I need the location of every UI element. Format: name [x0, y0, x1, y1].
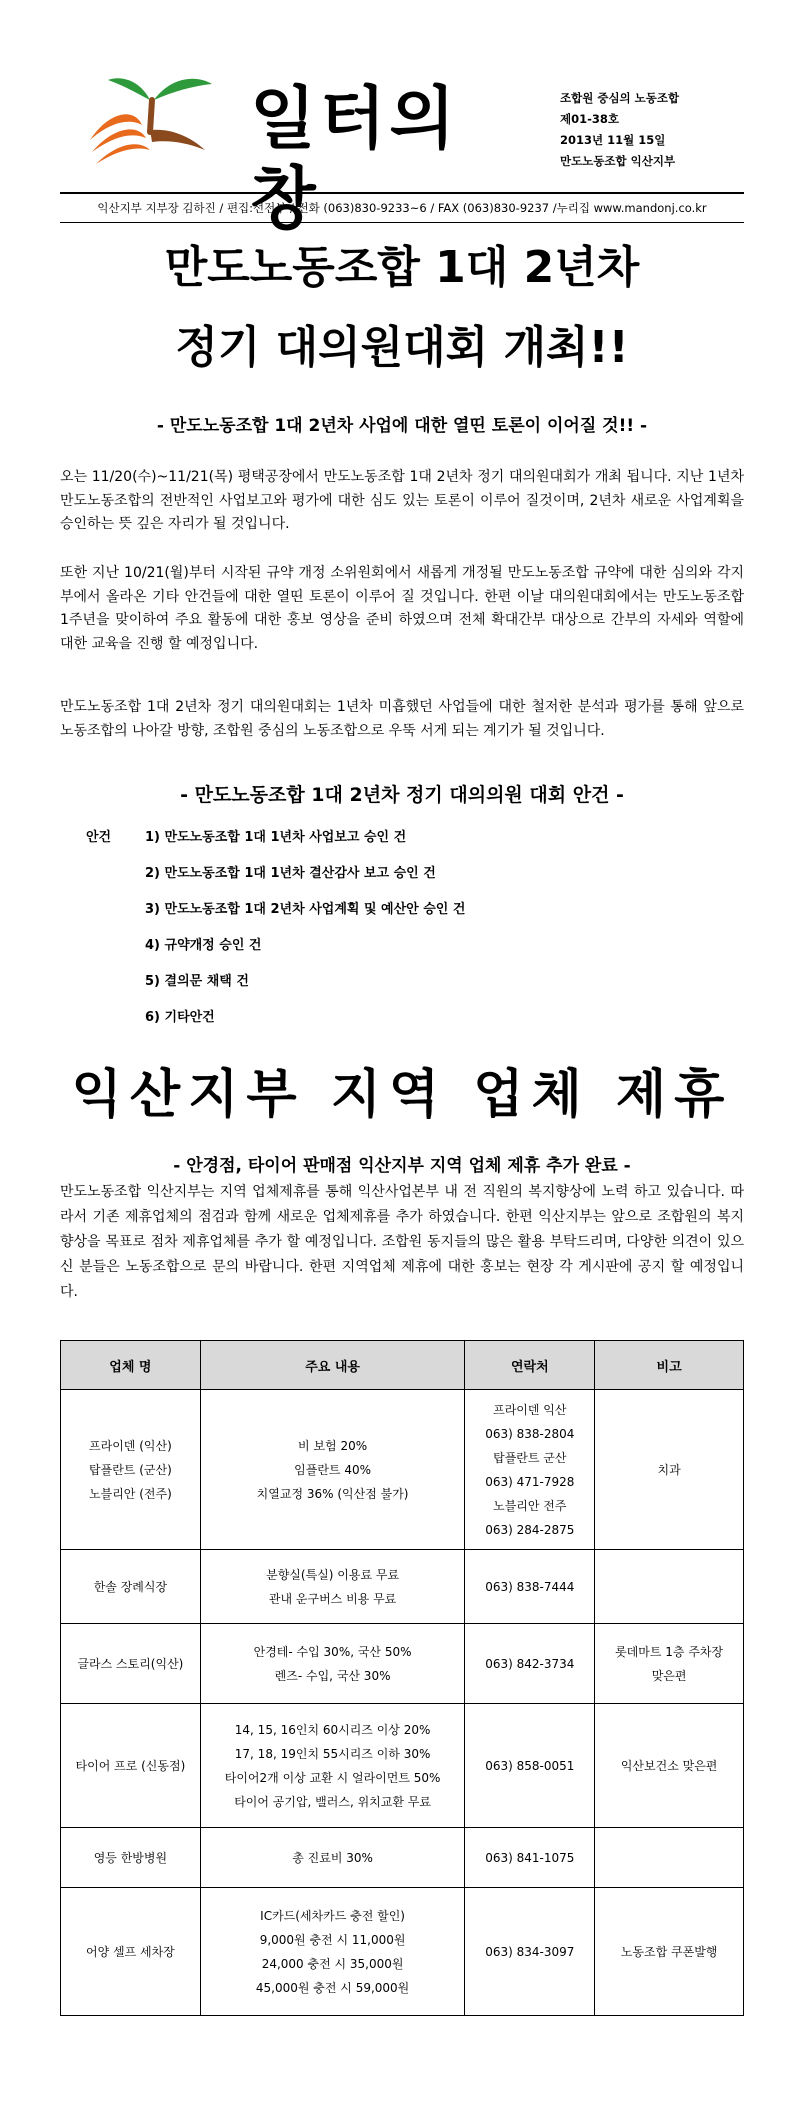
- cell-text: 45,000원 충전 시 59,000원: [255, 1980, 410, 1995]
- agenda-label: 안건: [86, 830, 112, 845]
- cell-text: 탑플란트 군산: [493, 1450, 567, 1465]
- headline-2: 익산지부 지역 업체 제휴: [71, 1064, 733, 1125]
- cell-text: 063) 284-2875: [485, 1522, 575, 1537]
- cell-text: 안경테- 수입 30%, 국산 50%: [253, 1644, 412, 1659]
- cell-text: 글라스 스토리(익산): [77, 1656, 184, 1671]
- cell-text: 063) 842-3734: [485, 1656, 575, 1671]
- cell-text: 9,000원 충전 시 11,000원: [259, 1932, 406, 1947]
- cell-text: 063) 841-1075: [485, 1850, 575, 1865]
- cell-text: 24,000 충전 시 35,000원: [261, 1956, 404, 1971]
- cell-text: 어양 셀프 세차장: [86, 1944, 175, 1959]
- table-row: [61, 1828, 744, 1888]
- cell-text: 14, 15, 16인치 60시리즈 이상 20%: [234, 1722, 431, 1737]
- cell-text: 렌즈- 수입, 국산 30%: [274, 1668, 391, 1683]
- masthead-title: 일터의 창: [250, 80, 460, 239]
- contact-line: 익산지부 지부장 김하진 / 편집:선전부 / 전화 (063)830-9233~6 / FAX (063)830-9237 /누리집 www.mandonj.co.kr: [97, 201, 707, 215]
- agenda-item: 3) 만도노동조합 1대 2년차 사업계획 및 예산안 승인 건: [145, 902, 466, 917]
- table-cell-name: [61, 1888, 201, 2016]
- cell-text: 노블리안 전주: [493, 1498, 567, 1513]
- table-cell-note: [595, 1390, 744, 1550]
- cell-text: 063) 858-0051: [485, 1758, 575, 1773]
- table-cell-note: [595, 1550, 744, 1624]
- issue-info: [560, 88, 760, 172]
- issue-date: 2013년 11월 15일: [560, 133, 666, 147]
- article2-subhead: - 안경점, 타이어 판매점 익산지부 지역 업체 제휴 추가 완료 -: [173, 1156, 631, 1176]
- table-header-row: [61, 1341, 744, 1390]
- table-cell-contact: [465, 1390, 595, 1550]
- cell-text: 063) 838-2804: [485, 1426, 575, 1441]
- cell-text: 맞은편: [651, 1668, 687, 1683]
- article-paragraph: 오는 11/20(수)~11/21(목) 평택공장에서 만도노동조합 1대 2년차 정기 대의원대회가 개최 됩니다. 지난 1년차 만도노동조합의 전반적인 사업보고와 평가에 대한 심도 있는 토론이 이루어 질것이며, 2년차 새로운 사업계획을 승인하는 뜻 깊은 자리가 될 것입니다.: [60, 469, 744, 532]
- cell-text: 타이어 공기압, 밸러스, 위치교환 무료: [234, 1794, 431, 1809]
- cell-text: 탑플란트 (군산): [89, 1462, 172, 1477]
- issue-slogan: 조합원 중심의 노동조합: [560, 91, 680, 105]
- cell-text: 총 진료비 30%: [292, 1850, 373, 1865]
- column-header-name: 업체 명: [61, 1341, 201, 1390]
- cell-text: 063) 471-7928: [485, 1474, 575, 1489]
- table-cell-contact: [465, 1888, 595, 2016]
- table-cell-content: [200, 1704, 465, 1828]
- table-cell-contact: [465, 1828, 595, 1888]
- cell-text: 17, 18, 19인치 55시리즈 이하 30%: [234, 1746, 431, 1761]
- cell-text: 프라이덴 익산: [493, 1402, 567, 1417]
- table-cell-name: [61, 1828, 201, 1888]
- mando-union-logo: [80, 70, 220, 165]
- article-subhead: - 만도노동조합 1대 2년차 사업에 대한 열띤 토론이 이어질 것!! -: [156, 416, 648, 436]
- table-cell-note: [595, 1828, 744, 1888]
- cell-text: 관내 운구버스 비용 무료: [268, 1591, 397, 1606]
- table-cell-name: [61, 1704, 201, 1828]
- column-header-contact: 연락처: [465, 1341, 595, 1390]
- partner-table: [60, 1340, 744, 2016]
- table-cell-note: [595, 1704, 744, 1828]
- cell-text: 노동조합 쿠폰발행: [620, 1944, 718, 1959]
- issue-number: 제01-38호: [560, 112, 619, 126]
- table-cell-contact: [465, 1624, 595, 1704]
- cell-text: 타이어 프로 (신동점): [75, 1758, 186, 1773]
- divider: [60, 192, 744, 194]
- agenda-item: 5) 결의문 채택 건: [145, 974, 249, 989]
- agenda-item: 1) 만도노동조합 1대 1년차 사업보고 승인 건: [145, 830, 407, 845]
- table-cell-name: [61, 1390, 201, 1550]
- table-cell-content: [200, 1888, 465, 2016]
- cell-text: 익산보건소 맞은편: [620, 1758, 718, 1773]
- cell-text: 임플란트 40%: [294, 1462, 372, 1477]
- article-paragraph: 또한 지난 10/21(월)부터 시작된 규약 개정 소위원회에서 새롭게 개정될 만도노동조합 규약에 대한 심의와 각지부에서 올라온 기타 안건들에 대한 열띤 토론이 이루어 질 것입니다. 한편 이날 대의원대회에서는 만도노동조합 1주년을 맞이하여 주요 활동에 대한 홍보 영상을 준비 하였으며 전체 확대간부 대상으로 간부의 자세와 역할에 대한 교육을 진행 할 예정입니다.: [60, 565, 744, 652]
- table-row: [61, 1624, 744, 1704]
- cell-text: 063) 838-7444: [485, 1579, 575, 1594]
- cell-text: 한솔 장례식장: [93, 1579, 168, 1594]
- table-body: [61, 1390, 744, 2016]
- agenda-item: 4) 규약개정 승인 건: [145, 938, 262, 953]
- table-cell-content: [200, 1624, 465, 1704]
- cell-text: 분향실(특실) 이용료 무료: [266, 1567, 400, 1582]
- table-cell-contact: [465, 1550, 595, 1624]
- table-cell-content: [200, 1828, 465, 1888]
- cell-text: 영등 한방병원: [93, 1850, 168, 1865]
- table-cell-name: [61, 1624, 201, 1704]
- cell-text: 노블리안 (전주): [89, 1486, 172, 1501]
- cell-text: IC카드(세차카드 충전 할인): [260, 1908, 405, 1923]
- column-header-note: 비고: [595, 1341, 744, 1390]
- agenda-title: - 만도노동조합 1대 2년차 정기 대의의원 대회 안건 -: [180, 784, 624, 806]
- table-row: [61, 1390, 744, 1550]
- cell-text: 프라이덴 (익산): [89, 1438, 172, 1453]
- agenda-item: 6) 기타안건: [145, 1010, 215, 1025]
- cell-text: 치열교정 36% (익산점 불가): [256, 1486, 409, 1501]
- table-cell-content: [200, 1550, 465, 1624]
- table-row: [61, 1888, 744, 2016]
- table-cell-note: [595, 1624, 744, 1704]
- headline-line-1: 만도노동조합 1대 2년차: [164, 242, 640, 293]
- table-row: [61, 1704, 744, 1828]
- table-cell-name: [61, 1550, 201, 1624]
- agenda-item: 2) 만도노동조합 1대 1년차 결산감사 보고 승인 건: [145, 866, 436, 881]
- article-paragraph: 만도노동조합 1대 2년차 정기 대의원대회는 1년차 미흡했던 사업들에 대한 철저한 분석과 평가를 통해 앞으로 노동조합의 나아갈 방향, 조합원 중심의 노동조합으로 우뚝 서게 되는 계기가 될 것입니다.: [60, 699, 744, 739]
- divider: [60, 222, 744, 223]
- cell-text: 063) 834-3097: [485, 1944, 575, 1959]
- cell-text: 치과: [657, 1462, 681, 1477]
- table-cell-content: [200, 1390, 465, 1550]
- table-cell-contact: [465, 1704, 595, 1828]
- column-header-content: 주요 내용: [200, 1341, 465, 1390]
- article2-paragraph: 만도노동조합 익산지부는 지역 업체제휴를 통해 익산사업본부 내 전 직원의 복지향상에 노력 하고 있습니다. 따라서 기존 제휴업체의 점검과 함께 새로운 업체제휴를 추가 하였습니다. 한편 익산지부는 앞으로 조합원의 복지향상을 목표로 점차 제휴업체를 추가 할 예정입니다. 조합원 동지들의 많은 활용 부탁드리며, 다양한 의견이 있으신 분들은 노동조합으로 문의 바랍니다. 한편 지역업체 제휴에 대한 홍보는 현장 각 게시판에 공지 할 예정입니다.: [60, 1184, 744, 1300]
- cell-text: 비 보험 20%: [298, 1438, 368, 1453]
- cell-text: 롯데마트 1층 주차장: [615, 1644, 724, 1659]
- issue-publisher: 만도노동조합 익산지부: [560, 154, 676, 168]
- headline-line-2: 정기 대의원대회 개최!!: [175, 322, 629, 373]
- table-row: [61, 1550, 744, 1624]
- cell-text: 타이어2개 이상 교환 시 얼라이먼트 50%: [224, 1770, 441, 1785]
- table-cell-note: [595, 1888, 744, 2016]
